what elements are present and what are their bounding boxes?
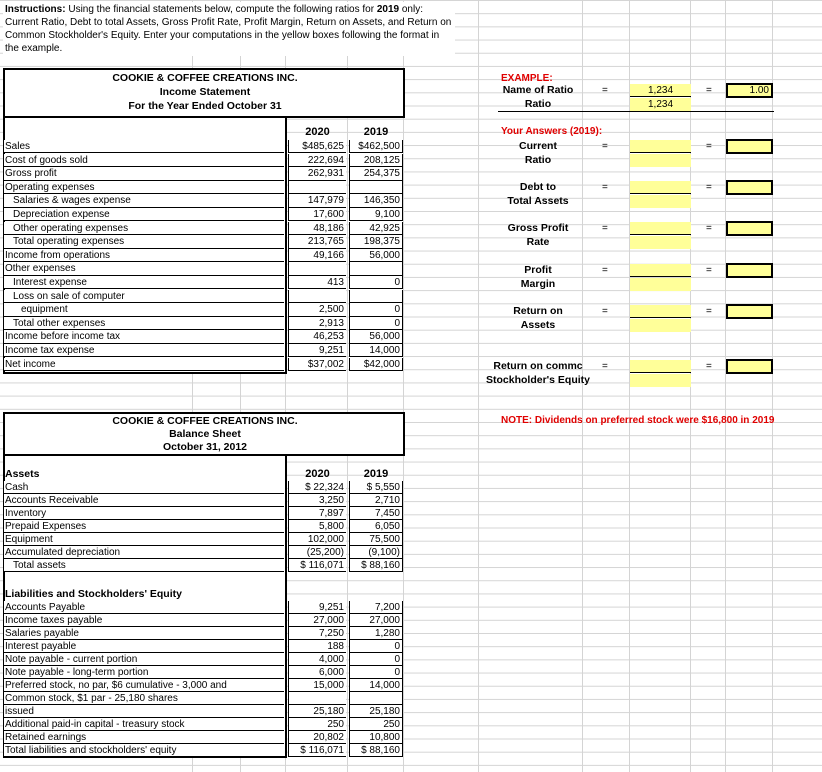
answer-ratio-name: Debt to	[519, 181, 557, 193]
liabilities-row-2019: 10,800	[349, 731, 403, 744]
example-ratio-sub: Ratio	[524, 98, 552, 110]
answer-ratio-sub: Margin	[520, 278, 556, 290]
income-row-label: Depreciation expense	[4, 208, 284, 221]
answer-result-input[interactable]	[726, 221, 773, 236]
income-row-2020: 2,500	[288, 303, 346, 316]
income-row-2019: 14,000	[349, 344, 403, 357]
liabilities-row-2019: 25,180	[349, 705, 403, 718]
answer-ratio-name: Gross Profit	[507, 222, 569, 234]
income-statement-header	[3, 68, 405, 118]
liabilities-row-label: Accounts Payable	[4, 601, 284, 614]
answer-result-input[interactable]	[726, 304, 773, 319]
liabilities-row-2020: 25,180	[288, 705, 346, 718]
answer-ratio-sub: Rate	[526, 236, 550, 248]
instructions-label: Instructions:	[5, 4, 66, 15]
liabilities-row-2020: 188	[288, 640, 346, 653]
answer-result-input[interactable]	[726, 263, 773, 278]
instructions-year: 2019	[376, 4, 400, 15]
balance-period: October 31, 2012	[162, 441, 248, 453]
income-row-2020: 213,765	[288, 235, 346, 248]
income-row-2019: 0	[349, 276, 403, 289]
assets-row-2019: 7,450	[349, 507, 403, 520]
answer-equals: =	[602, 265, 608, 276]
income-row-2019	[349, 262, 403, 275]
assets-row-label: Cash	[4, 481, 284, 494]
instructions-text-2: only: Current Ratio, Debt to total Assets, Gross Profit Rate, Profit Margin, Return on Assets, and Return on Common Stockholder's Equity. Enter your computations in the yellow boxes following the format in the example.	[5, 4, 452, 54]
income-row-2019: 208,125	[349, 154, 403, 167]
income-row-2020: $37,002	[288, 358, 346, 371]
example-label: EXAMPLE:	[501, 73, 553, 84]
income-row-2020: $485,625	[288, 140, 346, 153]
income-year-2019: 2019	[363, 126, 389, 138]
answer-ratio-sub: Ratio	[524, 154, 552, 166]
answer-numerator-input[interactable]	[630, 222, 691, 235]
assets-row-2019: $ 5,550	[349, 481, 403, 494]
answer-numerator-input[interactable]	[630, 181, 691, 194]
answer-ratio-name: Return on	[513, 305, 563, 317]
assets-row-label: Total assets	[4, 559, 284, 572]
income-row-2019: 198,375	[349, 235, 403, 248]
income-row-2019: 9,100	[349, 208, 403, 221]
answer-equals: =	[602, 223, 608, 234]
income-row-2019	[349, 181, 403, 194]
liabilities-header: Liabilities and Stockholders' Equity	[5, 588, 182, 600]
income-year-2020: 2020	[305, 126, 330, 138]
liabilities-row-label: Note payable - long-term portion	[4, 666, 284, 679]
assets-row-label: Accumulated depreciation	[4, 546, 284, 559]
answer-result-input[interactable]	[726, 180, 773, 195]
liabilities-row-2020: 4,000	[288, 653, 346, 666]
income-row-2019: 56,000	[349, 249, 403, 262]
assets-row-label: Inventory	[4, 507, 284, 520]
answer-equals-2: =	[706, 141, 712, 152]
income-period: For the Year Ended October 31	[128, 100, 282, 112]
liabilities-row-2020: 250	[288, 718, 346, 731]
liabilities-row-2019: 0	[349, 640, 403, 653]
liabilities-row-2020: 27,000	[288, 614, 346, 627]
liabilities-row-label: Note payable - current portion	[4, 653, 284, 666]
answer-ratio-sub: Total Assets	[507, 195, 569, 207]
answer-ratio-sub: Stockholder's Equity	[485, 374, 590, 386]
liabilities-row-2020: 9,251	[288, 601, 346, 614]
answer-equals-2: =	[706, 223, 712, 234]
income-row-label: Net income	[4, 358, 284, 371]
income-row-label: Loss on sale of computer	[4, 290, 284, 303]
income-row-label: Salaries & wages expense	[4, 194, 284, 207]
income-row-2020: 262,931	[288, 167, 346, 180]
liabilities-row-2019: 14,000	[349, 679, 403, 692]
liabilities-row-label: Preferred stock, no par, $6 cumulative - 3,000 and	[4, 679, 284, 692]
assets-row-2020: (25,200)	[288, 546, 346, 559]
liabilities-row-2020	[288, 692, 346, 705]
answer-denominator-input[interactable]	[630, 154, 691, 167]
liabilities-row-2019: 27,000	[349, 614, 403, 627]
income-row-label: Other operating expenses	[4, 222, 284, 235]
liabilities-row-2019: 1,280	[349, 627, 403, 640]
liabilities-row-2019: 0	[349, 653, 403, 666]
income-row-2020: 147,979	[288, 194, 346, 207]
income-row-label: Total other expenses	[4, 317, 284, 330]
liabilities-row-2019: 7,200	[349, 601, 403, 614]
income-row-2019: 0	[349, 317, 403, 330]
balance-sheet-header	[3, 412, 405, 456]
income-row-2020	[288, 262, 346, 275]
liabilities-row-label: Income taxes payable	[4, 614, 284, 627]
answer-ratio-sub: Assets	[520, 319, 556, 331]
answer-equals-2: =	[706, 265, 712, 276]
liabilities-row-label: Retained earnings	[4, 731, 284, 744]
income-row-2019	[349, 290, 403, 303]
example-equals-2: =	[706, 85, 712, 96]
liabilities-row-2019: 0	[349, 666, 403, 679]
liabilities-row-2019: $ 88,160	[349, 744, 403, 757]
balance-title: Balance Sheet	[169, 428, 241, 440]
income-row-label: Operating expenses	[4, 181, 284, 194]
example-denominator: 1,234	[630, 98, 691, 111]
liabilities-row-label: Total liabilities and stockholders' equity	[4, 744, 284, 757]
answer-equals: =	[602, 306, 608, 317]
liabilities-row-label: Common stock, $1 par - 25,180 shares	[4, 692, 284, 705]
income-row-label: Total operating expenses	[4, 235, 284, 248]
liabilities-row-2020: 7,250	[288, 627, 346, 640]
income-row-2020: 9,251	[288, 344, 346, 357]
liabilities-row-2020: $ 116,071	[288, 744, 346, 757]
income-row-2019: $462,500	[349, 140, 403, 153]
assets-row-2020: 5,800	[288, 520, 346, 533]
income-company: COOKIE & COFFEE CREATIONS INC.	[112, 72, 298, 84]
income-row-2020: 48,186	[288, 222, 346, 235]
liabilities-row-label: issued	[4, 705, 284, 718]
answer-denominator-input[interactable]	[630, 195, 691, 208]
answer-numerator-input[interactable]	[630, 360, 691, 373]
answer-ratio-name: Current	[519, 140, 557, 152]
income-row-2020: 49,166	[288, 249, 346, 262]
income-row-2020	[288, 181, 346, 194]
answer-denominator-input[interactable]	[630, 319, 691, 332]
income-row-label: Interest expense	[4, 276, 284, 289]
income-row-label: Cost of goods sold	[4, 154, 284, 167]
assets-row-2020: 3,250	[288, 494, 346, 507]
income-row-2019: 146,350	[349, 194, 403, 207]
assets-row-label: Equipment	[4, 533, 284, 546]
income-row-2020: 2,913	[288, 317, 346, 330]
answer-equals: =	[602, 141, 608, 152]
answer-equals-2: =	[706, 361, 712, 372]
answer-equals: =	[602, 182, 608, 193]
example-equals: =	[602, 85, 608, 96]
example-result: 1.00	[726, 83, 773, 98]
income-row-2020	[288, 290, 346, 303]
income-row-label: Gross profit	[4, 167, 284, 180]
assets-row-2020: 7,897	[288, 507, 346, 520]
assets-row-2019: 6,050	[349, 520, 403, 533]
assets-row-label: Accounts Receivable	[4, 494, 284, 507]
income-row-2019: 56,000	[349, 330, 403, 343]
assets-row-2019: 75,500	[349, 533, 403, 546]
income-row-label: Income tax expense	[4, 344, 284, 357]
answer-ratio-name: Profit	[524, 264, 552, 276]
income-row-label: Other expenses	[4, 262, 284, 275]
answer-numerator-input[interactable]	[630, 264, 691, 277]
assets-row-label: Prepaid Expenses	[4, 520, 284, 533]
income-row-2020: 46,253	[288, 330, 346, 343]
example-divider	[498, 111, 774, 112]
assets-header: Assets	[5, 468, 40, 480]
assets-row-2019: $ 88,160	[349, 559, 403, 572]
income-row-2019: 254,375	[349, 167, 403, 180]
liabilities-row-2019	[349, 692, 403, 705]
income-row-2019: 42,925	[349, 222, 403, 235]
answer-equals-2: =	[706, 306, 712, 317]
liabilities-row-2020: 6,000	[288, 666, 346, 679]
instructions	[3, 2, 455, 56]
income-row-label: equipment	[4, 303, 284, 316]
income-row-2020: 222,694	[288, 154, 346, 167]
instructions-text: Using the financial statements below, compute the following ratios for	[65, 4, 377, 15]
example-numerator: 1,234	[630, 84, 691, 97]
income-row-2019: 0	[349, 303, 403, 316]
answer-result-input[interactable]	[726, 139, 773, 154]
answer-ratio-name: Return on commc	[493, 360, 583, 372]
dividends-note: NOTE: Dividends on preferred stock were $16,800 in 2019	[501, 415, 775, 426]
answer-denominator-input[interactable]	[630, 278, 691, 291]
income-row-label: Income from operations	[4, 249, 284, 262]
balance-company: COOKIE & COFFEE CREATIONS INC.	[112, 415, 298, 427]
answer-numerator-input[interactable]	[630, 305, 691, 318]
answer-result-input[interactable]	[726, 359, 773, 374]
income-row-2020: 17,600	[288, 208, 346, 221]
answers-label: Your Answers (2019):	[501, 126, 603, 137]
liabilities-row-2020: 15,000	[288, 679, 346, 692]
income-row-label: Sales	[4, 140, 284, 153]
liabilities-row-label: Salaries payable	[4, 627, 284, 640]
answer-equals: =	[602, 361, 608, 372]
income-row-2019: $42,000	[349, 358, 403, 371]
balance-year-2020: 2020	[305, 468, 330, 480]
answer-denominator-input[interactable]	[630, 236, 691, 249]
answer-denominator-input[interactable]	[630, 374, 691, 387]
assets-row-2020: 102,000	[288, 533, 346, 546]
assets-row-2020: $ 22,324	[288, 481, 346, 494]
income-row-2020: 413	[288, 276, 346, 289]
assets-row-2019: (9,100)	[349, 546, 403, 559]
liabilities-row-2019: 250	[349, 718, 403, 731]
example-ratio-name: Name of Ratio	[502, 84, 574, 96]
income-title: Income Statement	[159, 86, 251, 98]
income-row-label: Income before income tax	[4, 330, 284, 343]
assets-row-2020: $ 116,071	[288, 559, 346, 572]
answer-numerator-input[interactable]	[630, 140, 691, 153]
liabilities-row-2020: 20,802	[288, 731, 346, 744]
assets-row-2019: 2,710	[349, 494, 403, 507]
answer-equals-2: =	[706, 182, 712, 193]
liabilities-row-label: Additional paid-in capital - treasury stock	[4, 718, 284, 731]
liabilities-row-label: Interest payable	[4, 640, 284, 653]
balance-year-2019: 2019	[363, 468, 389, 480]
